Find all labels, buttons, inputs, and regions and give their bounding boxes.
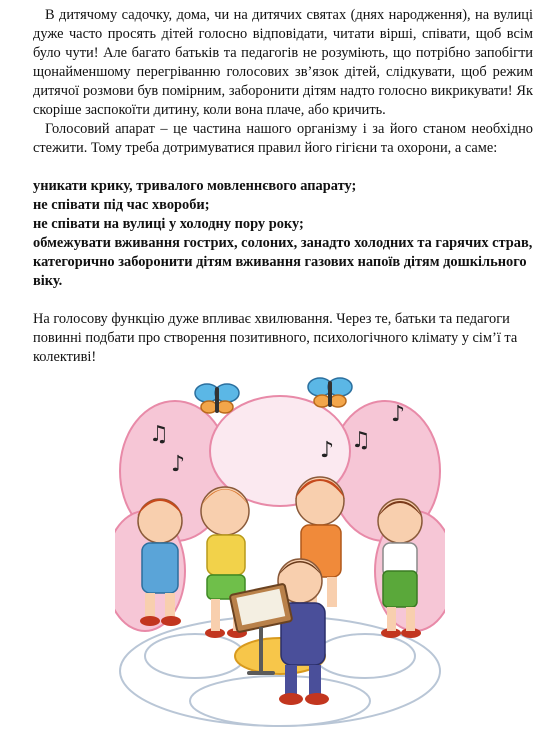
- rule-item: обмежувати вживання гострих, солоних, занадто холодних та гарячих страв, категорично заборонити дітям вживання газових напоїв дітям дошкільного віку.: [33, 235, 533, 289]
- rule-item: уникати крику, тривалого мовленнєвого апарату;: [33, 178, 357, 194]
- children-choir-illustration: [115, 371, 445, 731]
- paragraph-emotions: На голосову функцію дуже впливає хвилювання. Через те, батьки та педагоги повинні подбати про створення позитивного, психологічного клімату у сім’ї та колективі!: [33, 311, 518, 365]
- choir-picture: [115, 371, 445, 731]
- butterfly-icon: [308, 378, 352, 407]
- svg-text:♪: ♪: [391, 402, 406, 427]
- svg-text:♫: ♫: [149, 422, 169, 447]
- rule-item: не співати під час хвороби;: [33, 197, 210, 213]
- document-body: [33, 6, 533, 367]
- butterfly-icon: [195, 384, 239, 413]
- paragraph-voice-apparatus: Голосовий апарат – це частина нашого організму і за його станом необхідно стежити. Тому треба дотримуватися правил його гігієни та охорони, а саме:: [33, 121, 533, 156]
- hygiene-rules-list: [33, 177, 533, 291]
- paragraph-intro: В дитячому садочку, дома, чи на дитячих святах (днях народження), на вулиці дуже часто просять дітей голосно відповідати, читати вірші, співати, щоб всім було чути! Але багато батьків та педагогів не розуміють, що потрібно запобігти щонайменшому перегріванню голосових зв’язок дітей, слідкувати, щоб режим дитячої розмови був помірним, заборонити дітям надто голосно викрикувати! Як скоріше заспокоїти дитину, коли вона плаче, або кричить.: [33, 7, 533, 118]
- svg-text:♪: ♪: [320, 438, 335, 463]
- rule-item: не співати на вулиці у холодну пору року;: [33, 216, 304, 232]
- svg-text:♪: ♪: [171, 452, 186, 477]
- svg-text:♫: ♫: [351, 428, 371, 453]
